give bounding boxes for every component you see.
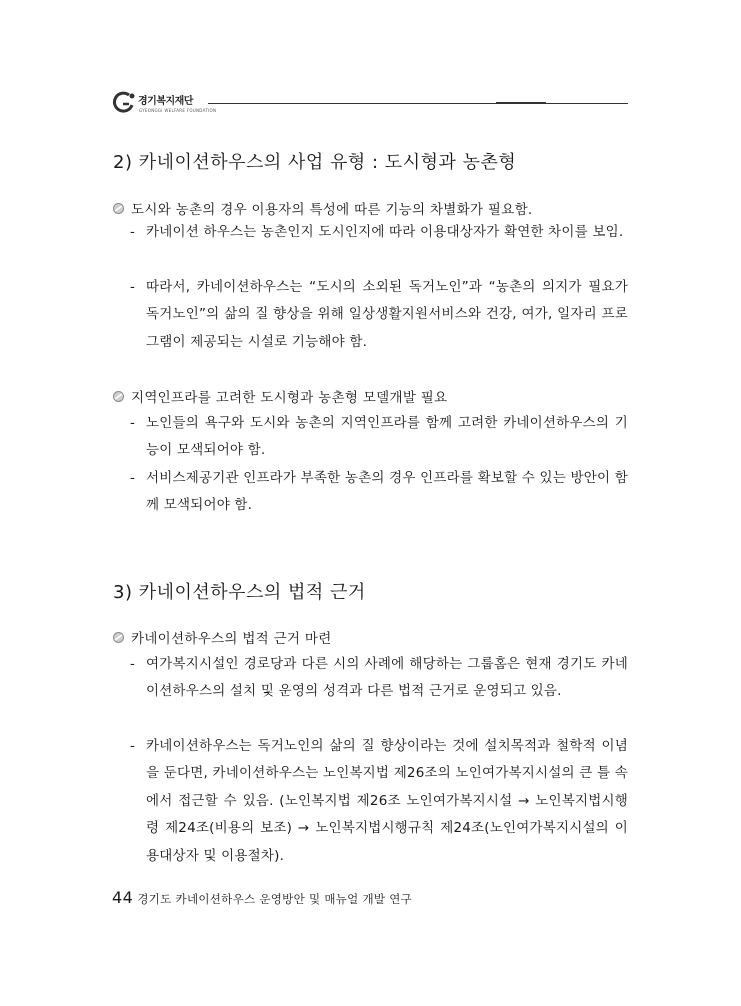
page-number: 44 bbox=[112, 888, 134, 907]
header-rule-accent bbox=[496, 102, 546, 104]
bullet-item bbox=[112, 198, 533, 218]
bullet-text: 지역인프라를 고려한 도시형과 농촌형 모델개발 필요 bbox=[131, 390, 448, 406]
bullet-text: 도시와 농촌의 경우 이용자의 특성에 따른 기능의 차별화가 필요함. bbox=[131, 202, 533, 218]
list-item-text: 서비스제공기관 인프라가 부족한 농촌의 경우 인프라를 확보할 수 있는 방안이 함께 모색되어야 함. bbox=[146, 470, 628, 514]
list-item-text: 여가복지시설인 경로당과 다른 시의 사례에 해당하는 그룹홈은 현재 경기도 카네이션하우스의 설치 및 운영의 성격과 다른 법적 근거로 운영되고 있음. bbox=[146, 656, 628, 700]
bullet-text: 카네이션하우스의 법적 근거 마련 bbox=[131, 631, 332, 647]
list-item-text: 카네이션하우스는 독거노인의 삶의 질 향상이라는 것에 설치목적과 철학적 이념을 둔다면, 카네이션하우스는 노인복지법 제26조의 노인여가복지시설의 큰 틀 속에서 접근할 수 있음. (노인복지법 제26조 노인여가복지시설 → 노인복지법시행령 제24조(비용의 보조) → 노인복지법시행규칙 제24조(노인여가복지시설의 이용대상자 및 이용절차). bbox=[146, 738, 628, 864]
dash-marker: - bbox=[130, 738, 135, 754]
dash-marker: - bbox=[130, 656, 135, 672]
section-heading: 2) 카네이션하우스의 사업 유형 : 도시형과 농촌형 bbox=[113, 152, 517, 173]
list-item bbox=[130, 651, 628, 706]
list-item bbox=[130, 733, 628, 870]
list-item bbox=[130, 465, 628, 520]
list-item-text: 카네이션 하우스는 농촌인지 도시인지에 따라 이용대상자가 확연한 차이를 보임. bbox=[146, 224, 624, 240]
bullet-item bbox=[112, 386, 447, 406]
list-item-text: 따라서, 카네이션하우스는 “도시의 소외된 독거노인”과 “농촌의 의지가 필요가 독거노인”의 삶의 질 향상을 위해 일상생활지원서비스와 건강, 여가, 일자리 프로그램이 제공되는 시설로 기능해야 함. bbox=[146, 279, 628, 350]
bullet-icon bbox=[112, 631, 125, 644]
list-item bbox=[130, 274, 628, 356]
dash-marker: - bbox=[130, 279, 135, 295]
section-heading: 3) 카네이션하우스의 법적 근거 bbox=[113, 582, 366, 603]
foundation-logo-icon bbox=[112, 90, 138, 116]
list-item bbox=[130, 410, 628, 465]
footer-title: 경기도 카네이션하우스 운영방안 및 매뉴얼 개발 연구 bbox=[137, 892, 413, 906]
dash-marker: - bbox=[130, 224, 135, 240]
dash-marker: - bbox=[130, 415, 135, 431]
bullet-item bbox=[112, 627, 332, 647]
list-item bbox=[130, 219, 628, 246]
org-name: 경기복지재단 bbox=[138, 96, 193, 107]
bullet-icon bbox=[112, 390, 125, 403]
org-subtitle: GYEONGGI WELFARE FOUNDATION bbox=[139, 108, 217, 113]
bullet-icon bbox=[112, 202, 125, 215]
dash-marker: - bbox=[130, 470, 135, 486]
header-rule bbox=[208, 103, 628, 104]
page-footer bbox=[112, 888, 412, 907]
list-item-text: 노인들의 욕구와 도시와 농촌의 지역인프라를 함께 고려한 카네이션하우스의 기능이 모색되어야 함. bbox=[146, 415, 628, 459]
page-header bbox=[112, 88, 628, 118]
